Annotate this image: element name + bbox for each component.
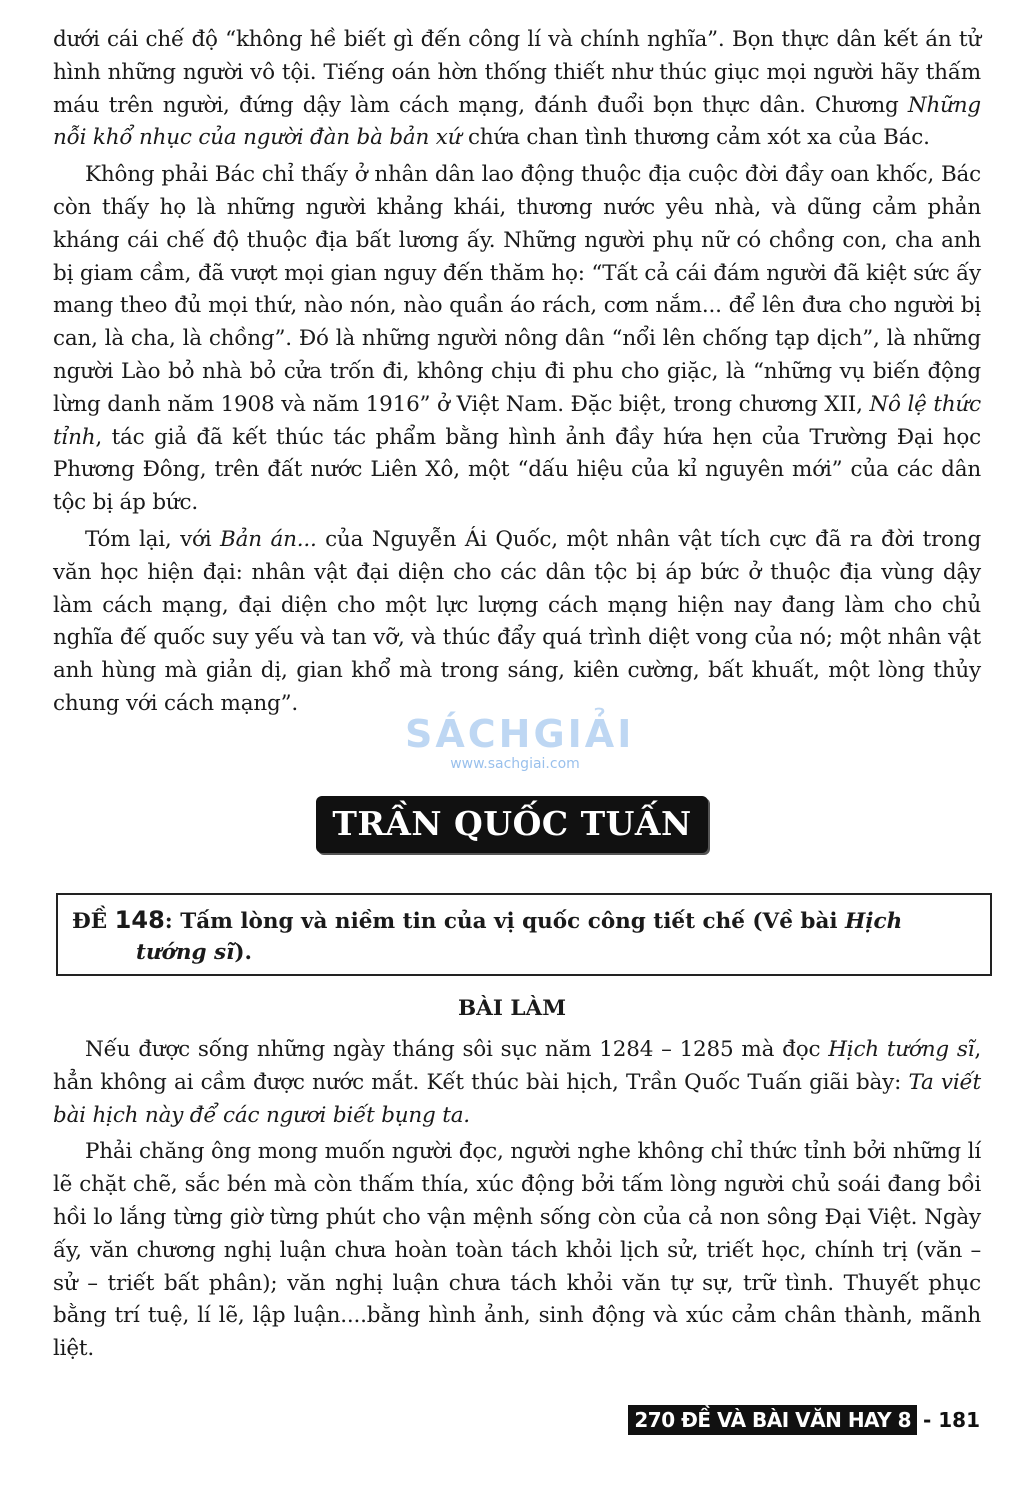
- paragraph-3: Tóm lại, với Bản án... của Nguyễn Ái Quốc, một nhân vật tích cực đã ra đời trong văn học hiện đại: nhân vật đại diện cho các dân tộc bị áp bức ở thuộc địa vùng dậy làm cách mạng, đại diện cho một lực lượng cách mạng hiện nay đang làm cho chủ nghĩa đế quốc suy yếu và tan vỡ, và thúc đẩy quá trình diệt vong của nó; một nhân vật anh hùng mà giản dị, gian khổ mà trong sáng, kiên cường, bất khuất, một lòng thủy chung với cách mạng”.: [53, 526, 982, 716]
- paragraph-4: Nếu được sống những ngày tháng sôi sục năm 1284 – 1285 mà đọc Hịch tướng sĩ, hẳn không ai cầm được nước mắt. Kết thúc bài hịch, Trần Quốc Tuấn giãi bày: Ta viết bài hịch này để các ngươi biết bụng ta.: [53, 1037, 981, 1128]
- page-number: - 181: [922, 1408, 980, 1432]
- topic-number: 148: [114, 906, 165, 934]
- watermark-url: www.sachgiai.com: [450, 756, 580, 772]
- book-title-italic: Bản án...: [220, 526, 317, 552]
- chapter-banner: [0, 796, 1024, 853]
- text-block-bottom: [53, 1034, 981, 1366]
- watermark: [405, 712, 635, 802]
- paragraph-5: Phải chăng ông mong muốn người đọc, người nghe không chỉ thức tỉnh bởi những lí lẽ chặt chẽ, sắc bén mà còn thấm thía, xúc động bởi tấm lòng người chủ soái đang bồi hồi lo lắng từng giờ từng phút cho vận mệnh sống còn của cả non sông Đại Việt. Ngày ấy, văn chương nghị luận chưa hoàn toàn tách khỏi lịch sử, triết học, chính trị (văn – sử – triết bất phân); văn nghị luận chưa tách khỏi văn tự sự, trữ tình. Thuyết phục bằng trí tuệ, lí lẽ, lập luận....bằng hình ảnh, sinh động và xúc cảm chân thành, mãnh liệt.: [53, 1139, 981, 1362]
- text-block-top: [53, 24, 981, 721]
- chapter-title-italic: Những nỗi khổ nhục của người đàn bà bản xứ: [53, 92, 981, 151]
- paragraph-2: Không phải Bác chỉ thấy ở nhân dân lao động thuộc địa cuộc đời đầy oan khốc, Bác còn thấy họ là những người khảng khái, thương nước yêu nhà, và dũng cảm phản kháng cái chế độ thuộc địa bất lương ấy. Những người phụ nữ có chồng con, cha anh bị giam cầm, đã vượt mọi gian nguy đến thăm họ: “Tất cả cái đám người đã kiệt sức ấy mang theo đủ mọi thứ, nào nón, nào quần áo rách, cơm nắm... để lên đưa cho người bị can, là cha, là chồng”. Đó là những người nông dân “nổi lên chống tạp dịch”, là những người Lào bỏ nhà bỏ cửa trốn đi, không chịu đi phu cho giặc, là “những vụ biến động lừng danh năm 1908 và năm 1916” ở Việt Nam. Đặc biệt, trong chương XII, Nô lệ thức tỉnh, tác giả đã kết thúc tác phẩm bằng hình ảnh đầy hứa hẹn của Trường Đại học Phương Đông, trên đất nước Liên Xô, một “dấu hiệu của kỉ nguyên mới” của các dân tộc bị áp bức.: [53, 162, 981, 516]
- chapter-xii-italic: Nô lệ thức tỉnh: [53, 391, 981, 450]
- watermark-logo: SÁCHGIẢI: [405, 712, 635, 756]
- chapter-title: TRẦN QUỐC TUẤN: [316, 796, 707, 853]
- page-footer: [628, 1405, 980, 1435]
- paragraph-1: dưới cái chế độ “không hề biết gì đến công lí và chính nghĩa”. Bọn thực dân kết án tử hình những người vô tội. Tiếng oán hờn thống thiết như thúc giục mọi người hãy thấm máu trên người, đứng dậy làm cách mạng, đánh đuổi bọn thực dân. Chương Những nỗi khổ nhục của người đàn bà bản xứ chứa chan tình thương cảm xót xa của Bác.: [53, 27, 981, 151]
- section-heading: BÀI LÀM: [458, 996, 566, 1021]
- book-title: 270 ĐỀ VÀ BÀI VĂN HAY 8: [628, 1405, 917, 1435]
- topic-box: ĐỀ 148: Tấm lòng và niềm tin của vị quốc công tiết chế (Về bài Hịch tướng sĩ).: [56, 893, 992, 976]
